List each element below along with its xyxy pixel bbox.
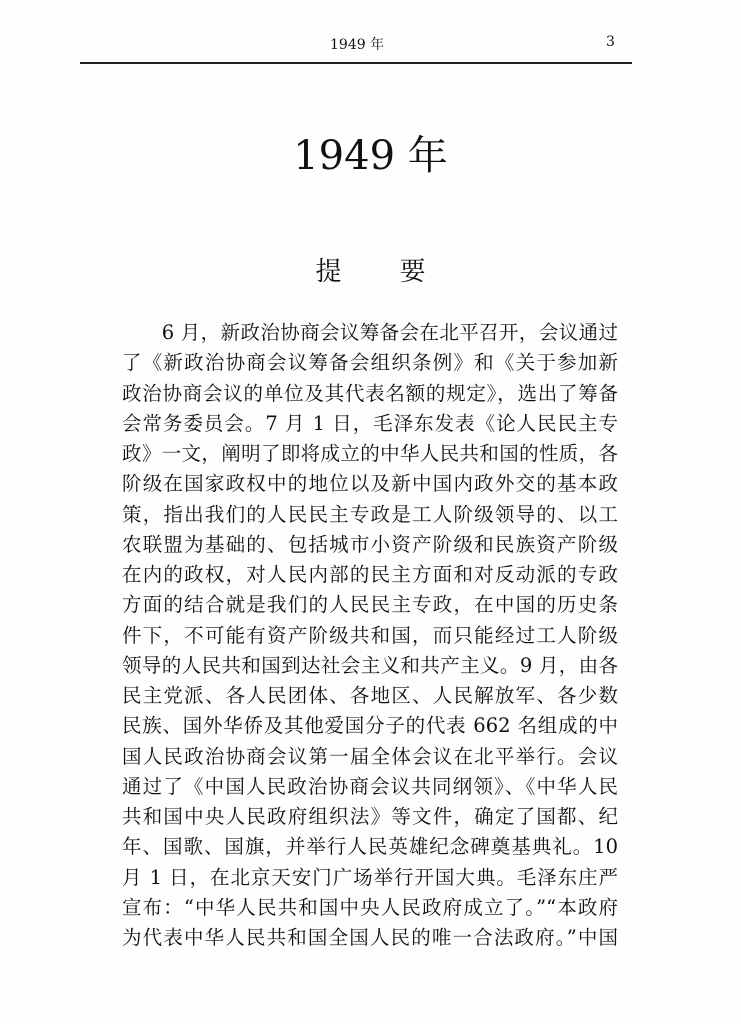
page-number: 3	[606, 34, 615, 50]
section-title-char-1: 提	[315, 257, 342, 287]
text-line: 方面的结合就是我们的人民民主专政，在中国的历史条	[122, 593, 618, 617]
running-head-title: 1949 年	[330, 37, 385, 53]
text-line: 政治协商会议的单位及其代表名额的规定》，选出了筹备	[122, 381, 618, 405]
text-line: 了《新政治协商会议筹备会组织条例》和《关于参加新	[122, 351, 618, 375]
text-line: 民族、国外华侨及其他爱国分子的代表 662 名组成的中	[122, 714, 618, 738]
text-line: 通过了《中国人民政治协商会议共同纲领》、《中华人民	[122, 774, 618, 798]
text-line: 会常务委员会。7 月 1 日，毛泽东发表《论人民民主专	[122, 411, 618, 435]
text-line: 宣布：“中华人民共和国中央人民政府成立了。”“本政府	[122, 895, 618, 919]
running-head	[0, 34, 741, 56]
chapter-title: 1949 年	[293, 133, 448, 179]
summary-paragraph	[122, 318, 618, 953]
header-rule-divider	[80, 62, 632, 64]
text-line: 为代表中华人民共和国全国人民的唯一合法政府。”中国	[122, 926, 618, 949]
text-line: 共和国中央人民政府组织法》等文件，确定了国都、纪	[122, 805, 618, 828]
section-title	[0, 256, 741, 288]
text-line: 策，指出我们的人民民主专政是工人阶级领导的、以工	[122, 502, 618, 526]
section-title-char-2: 要	[399, 257, 426, 287]
text-line: 阶级在国家政权中的地位以及新中国内政外交的基本政	[122, 472, 618, 496]
text-line: 领导的人民共和国到达社会主义和共产主义。9 月，由各	[122, 653, 618, 677]
text-line: 在内的政权，对人民内部的民主方面和对反动派的专政	[122, 563, 618, 586]
text-line: 民主党派、各人民团体、各地区、人民解放军、各少数	[122, 684, 618, 707]
text-line: 农联盟为基础的、包括城市小资产阶级和民族资产阶级	[122, 532, 618, 556]
text-line: 件下，不可能有资产阶级共和国，而只能经过工人阶级	[122, 623, 618, 647]
text-line: 国人民政治协商会议第一届全体会议在北平举行。会议	[122, 744, 618, 768]
text-line: 年、国歌、国旗，并举行人民英雄纪念碑奠基典礼。10	[122, 835, 618, 859]
text-line: 6 月，新政治协商会议筹备会在北平召开，会议通过	[122, 321, 618, 344]
text-line: 政》一文，阐明了即将成立的中华人民共和国的性质，各	[122, 442, 618, 465]
text-line: 月 1 日，在北京天安门广场举行开国大典。毛泽东庄严	[122, 865, 618, 889]
